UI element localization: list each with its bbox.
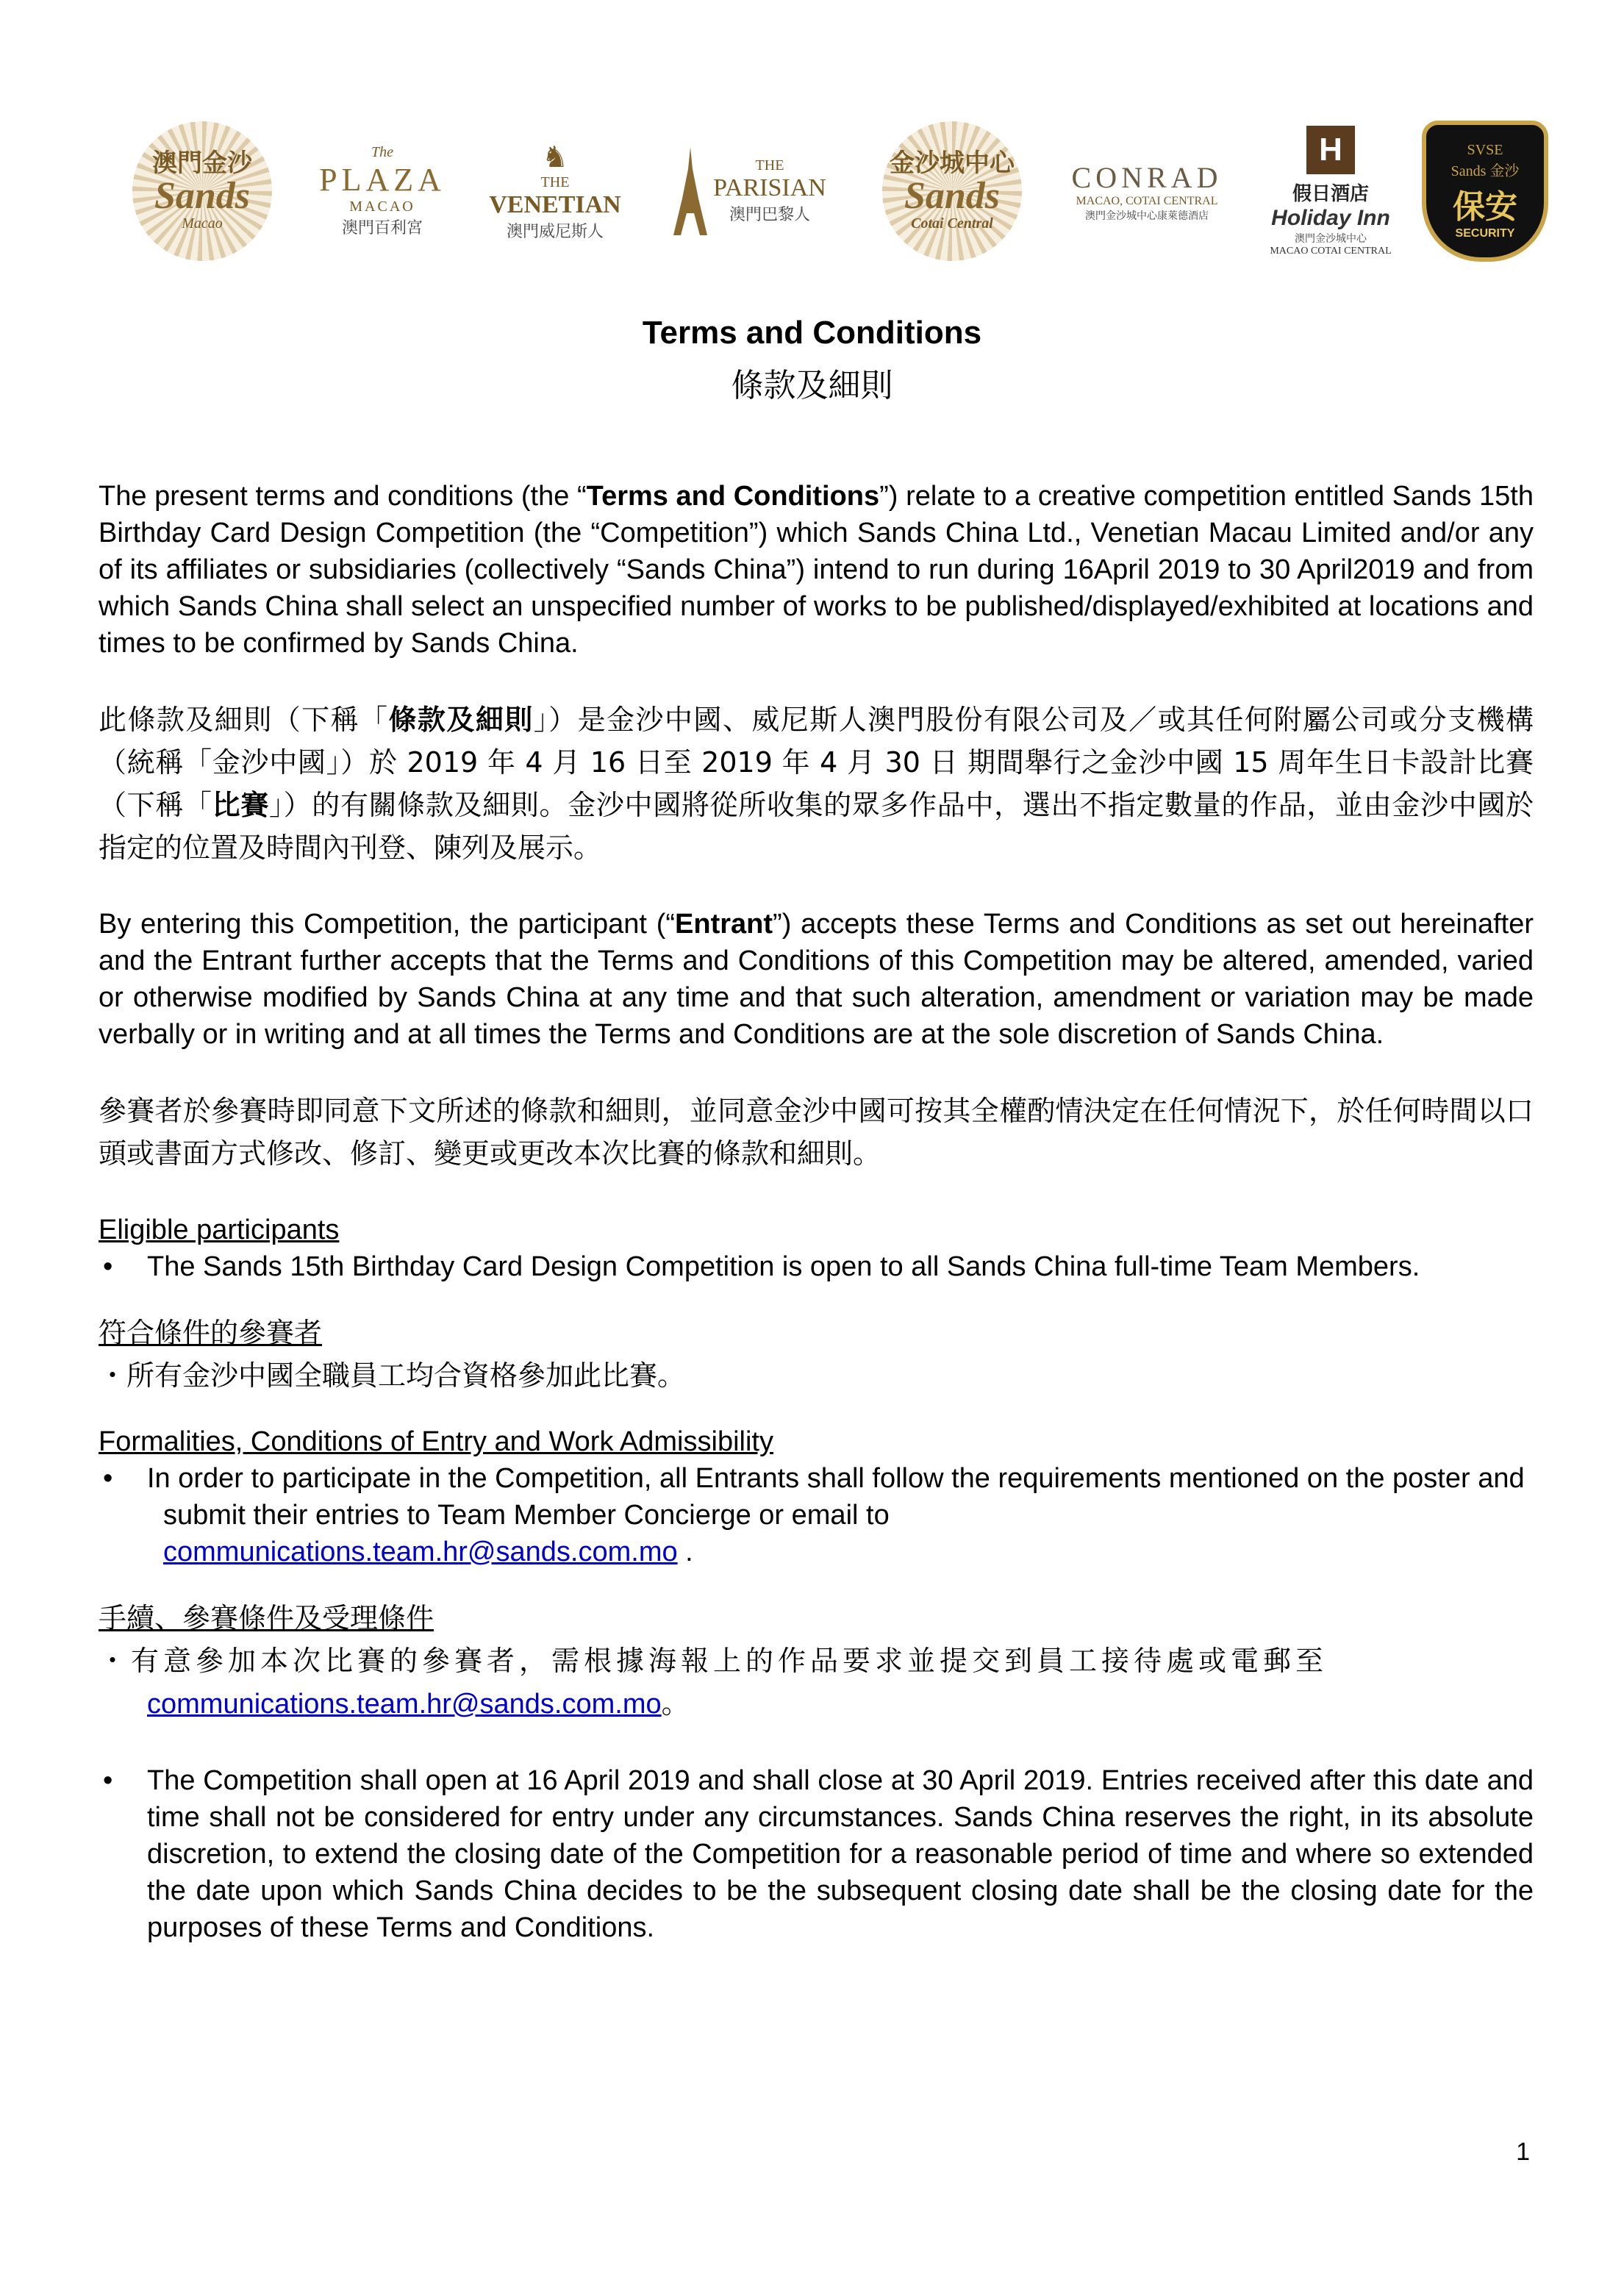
entrant-paragraph-en bbox=[99, 906, 1534, 1053]
intro-paragraph-zh bbox=[99, 698, 1534, 869]
formalities-heading: Formalities, Conditions of Entry and Work Admissibility bbox=[99, 1426, 773, 1457]
security-cn: 保安 bbox=[1453, 188, 1517, 226]
eligible-text: The Sands 15th Birthday Card Design Competition is open to all Sands China full-time Team Members. bbox=[147, 1251, 1420, 1282]
plaza-sub: MACAO bbox=[349, 199, 415, 215]
intro-paragraph-en bbox=[99, 478, 1534, 662]
holiday-inn-cn: 假日酒店 bbox=[1292, 182, 1369, 205]
security-mid: Sands 金沙 bbox=[1450, 163, 1520, 179]
plaza-cn: 澳門百利宮 bbox=[341, 219, 423, 237]
sands-cotai-central-logo bbox=[875, 118, 1029, 265]
venetian-top: THE bbox=[540, 174, 570, 190]
formalities-text-1: In order to participate in the Competition, all Entrants shall follow the requirements mentioned on the poster and submit their entries to Team Member Concierge or email to bbox=[147, 1463, 1525, 1531]
eligible-text-zh: ・所有金沙中國全職員工均合資格參加此比賽。 bbox=[99, 1359, 686, 1392]
holiday-inn-sub-cn: 澳門金沙城中心 bbox=[1295, 232, 1367, 245]
document-body bbox=[99, 478, 1534, 1946]
eligible-bullet bbox=[99, 1248, 1534, 1285]
sands-macao-logo bbox=[132, 118, 272, 265]
eiffel-tower-icon bbox=[673, 147, 707, 235]
bullet-icon: • bbox=[103, 1463, 113, 1494]
scc-cn: 金沙城中心 bbox=[890, 148, 1015, 178]
sands-security-logo bbox=[1419, 118, 1551, 265]
bullet-icon: • bbox=[103, 1251, 113, 1282]
plaza-logo bbox=[316, 118, 448, 265]
scc-sub: Cotai Central bbox=[911, 215, 993, 232]
parisian-top: THE bbox=[755, 157, 784, 174]
conrad-en: CONRAD bbox=[1071, 160, 1223, 194]
intro-zh-bold-2: 比賽 bbox=[212, 789, 269, 821]
holiday-inn-logo bbox=[1257, 118, 1404, 265]
intro-zh-text-2: 」）是金沙中國、威尼斯人澳門股份有限公司及／或其任何附屬公司或分支機構（統稱「金沙中國」）於 2019 年 4 月 16 日至 2019 年 4 月 30 日 期間舉行之金沙中國 15 周年生日卡設計比賽（下稱「 bbox=[99, 704, 1534, 821]
entrant-en-text-2: ”) accepts these Terms and Conditions as set out hereinafter and the Entrant further accepts that the Terms and Conditions of this Competition may be altered, amended, varied or otherwise modified by Sands China at any time and that such alteration, amendment or variation may be made verbally or in writing and at all times the Terms and Conditions are at the sole discretion of Sands China. bbox=[99, 909, 1534, 1050]
formalities-heading-zh: 手續、參賽條件及受理條件 bbox=[99, 1602, 434, 1634]
venetian-logo bbox=[478, 118, 632, 265]
winged-lion-icon: ♞ bbox=[542, 141, 568, 174]
holiday-inn-sub: MACAO COTAI CENTRAL bbox=[1270, 245, 1392, 257]
formalities-text-zh-end: 。 bbox=[661, 1687, 690, 1720]
entrant-paragraph-zh: 參賽者於參賽時即同意下文所述的條款和細則，並同意金沙中國可按其全權酌情決定在任何情況下，於任何時間以口頭或書面方式修改、修訂、變更或更改本次比賽的條款和細則。 bbox=[99, 1095, 1534, 1170]
formalities-bullet-1 bbox=[99, 1460, 1534, 1570]
page-subtitle: 條款及細則 bbox=[731, 367, 893, 404]
logo-strip bbox=[132, 118, 1551, 265]
entrant-en-bold: Entrant bbox=[675, 909, 773, 940]
parisian-cn: 澳門巴黎人 bbox=[729, 206, 810, 224]
sands-macao-sub: Macao bbox=[182, 215, 223, 232]
formalities-bullet-2 bbox=[99, 1762, 1534, 1946]
intro-en-bold: Terms and Conditions bbox=[586, 481, 880, 512]
venetian-en: VENETIAN bbox=[489, 191, 621, 218]
eligible-heading: Eligible participants bbox=[99, 1215, 340, 1245]
parisian-en: PARISIAN bbox=[713, 174, 826, 201]
holiday-inn-en: Holiday Inn bbox=[1271, 205, 1390, 230]
intro-zh-text-3: 」）的有關條款及細則。金沙中國將從所收集的眾多作品中，選出不指定數量的作品，並由金沙中國於指定的位置及時間內刊登、陳列及展示。 bbox=[99, 789, 1534, 864]
intro-en-text: The present terms and conditions (the “ bbox=[99, 481, 587, 512]
intro-en-text-2: ”) relate to a creative competition entitled Sands 15th Birthday Card Design Competition (the “Competition”) which Sands China Ltd., Venetian Macau Limited and/or any of its affiliates or subsidiaries (collectively “Sands China”) intend to run during 16April 2019 to 30 April2019 and from which Sands China shall select an unspecified number of works to be published/displayed/exhibited at locations and times to be confirmed by Sands China. bbox=[99, 481, 1534, 659]
bullet-icon: • bbox=[103, 1765, 113, 1796]
scc-en: Sands bbox=[904, 175, 1001, 218]
entrant-en-text: By entering this Competition, the participant (“ bbox=[99, 909, 676, 940]
conrad-cn: 澳門金沙城中心康萊德酒店 bbox=[1085, 210, 1209, 222]
intro-zh-bold: 條款及細則 bbox=[388, 704, 534, 736]
page-title: Terms and Conditions bbox=[642, 315, 982, 351]
sands-macao-cn: 澳門金沙 bbox=[152, 148, 252, 178]
security-shield-icon bbox=[1422, 121, 1548, 262]
venetian-cn: 澳門威尼斯人 bbox=[506, 223, 604, 241]
intro-zh-text: 此條款及細則（下稱「 bbox=[99, 704, 389, 736]
plaza-top: The bbox=[371, 144, 393, 160]
security-top: SVSE bbox=[1467, 142, 1503, 158]
email-link[interactable]: communications.team.hr@sands.com.mo bbox=[163, 1537, 678, 1567]
parisian-logo bbox=[662, 118, 838, 265]
security-sub: SECURITY bbox=[1455, 227, 1515, 240]
formalities-text-1-end: . bbox=[677, 1537, 693, 1567]
conrad-sub: MACAO, COTAI CENTRAL bbox=[1076, 194, 1218, 207]
formalities-text-2: The Competition shall open at 16 April 2019 and shall close at 30 April 2019. Entries received after this date and time shall not be considered for entry under any circumstances. Sands China reserves the right, in its absolute discretion, to extend the closing date of the Competition for a reasonable period of time and where so extended the date upon which Sands China decides to be the subsequent closing date shall be the closing date for the purposes of these Terms and Conditions. bbox=[147, 1765, 1534, 1943]
sands-macao-en: Sands bbox=[154, 175, 251, 218]
plaza-en: PLAZA bbox=[319, 162, 446, 198]
page-number: 1 bbox=[1516, 2138, 1530, 2166]
formalities-text-zh: ・有意參加本次比賽的參賽者，需根據海報上的作品要求並提交到員工接待處或電郵至 bbox=[99, 1645, 1328, 1677]
email-link-zh[interactable]: communications.team.hr@sands.com.mo bbox=[147, 1689, 662, 1720]
eligible-heading-zh: 符合條件的參賽者 bbox=[99, 1317, 323, 1349]
conrad-logo bbox=[1059, 118, 1235, 265]
holiday-inn-mark-icon: H bbox=[1306, 126, 1355, 174]
